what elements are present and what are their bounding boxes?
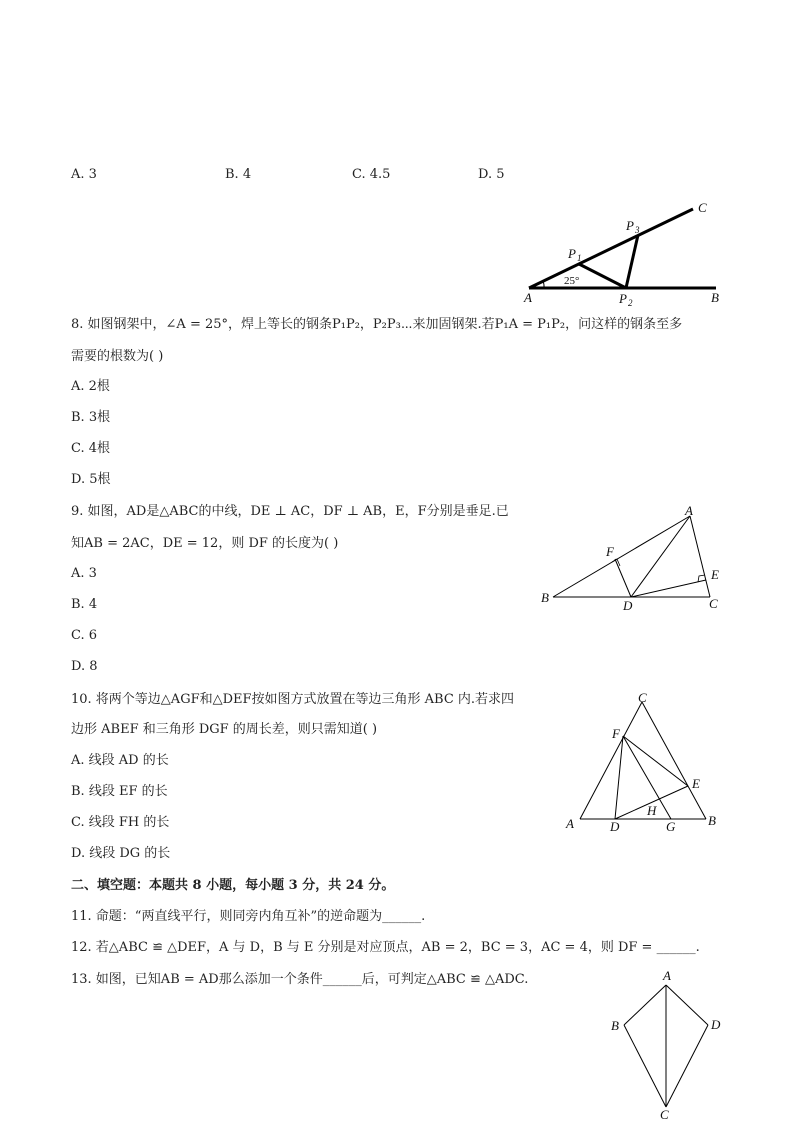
q10-label-b: B (708, 813, 716, 828)
q8-label-c: C (698, 200, 707, 215)
q10-label-h: H (647, 803, 657, 818)
q10-label-d: D (610, 819, 620, 834)
q8-steel-frame-figure (520, 195, 730, 310)
q10-option-d: D. 线段 DG 的长 (71, 846, 171, 861)
q8-label-b: B (711, 290, 719, 305)
q11-question: 11. 命题：“两直线平行，则同旁内角互补”的逆命题为______. (71, 909, 426, 924)
q9-label-e: E (711, 567, 719, 582)
q10-option-b: B. 线段 EF 的长 (71, 784, 168, 799)
q8-label-p1-sub: 1 (577, 253, 582, 263)
q10-label-a: A (566, 816, 574, 831)
q10-label-f: F (612, 726, 620, 741)
q8-label-p1: P (568, 246, 576, 261)
q9-option-a: A. 3 (71, 566, 97, 581)
q8-label-p3-sub: 3 (635, 225, 640, 235)
q9-label-a: A (685, 503, 693, 518)
q9-label-b: B (541, 590, 549, 605)
q9-triangle-figure (535, 500, 735, 620)
q8-option-b: B. 3根 (71, 410, 111, 425)
q10-question-line1: 10. 将两个等边△AGF和△DEF按如图方式放置在等边三角形 ABC 内.若求四 (71, 692, 515, 707)
q8-question-line1: 8. 如图钢架中，∠A = 25°，焊上等长的钢条P₁P₂，P₂P₃⋯来加固钢架.若P₁A = P₁P₂，问这样的钢条至多 (71, 317, 683, 332)
q13-label-d: D (711, 1017, 721, 1032)
q8-label-p3: P (626, 218, 634, 233)
q7-option-b: B. 4 (225, 167, 252, 182)
q9-label-d: D (623, 598, 633, 613)
q10-label-g: G (666, 819, 676, 834)
q9-question-line1: 9. 如图，AD是△ABC的中线，DE ⊥ AC，DF ⊥ AB，E，F分别是垂足.已 (71, 504, 509, 519)
q7-option-d: D. 5 (478, 167, 505, 182)
q7-option-c: C. 4.5 (352, 167, 391, 182)
q10-question-line2: 边形 ABEF 和三角形 DGF 的周长差，则只需知道( ) (71, 722, 378, 737)
q8-label-p2: P (619, 291, 627, 306)
q8-label-a: A (524, 290, 532, 305)
q13-question: 13. 如图，已知AB = AD那么添加一个条件______后，可判定△ABC ≌ △ADC. (71, 972, 529, 987)
q9-option-c: C. 6 (71, 628, 98, 643)
q13-label-a: A (663, 968, 671, 983)
q8-angle-label: 25° (564, 275, 580, 287)
q7-option-a: A. 3 (71, 167, 97, 182)
q8-label-p2-sub: 2 (628, 298, 633, 308)
q8-option-d: D. 5根 (71, 472, 111, 487)
q10-option-c: C. 线段 FH 的长 (71, 815, 170, 830)
q10-label-c: C (638, 690, 647, 705)
q9-question-line2: 知AB = 2AC，DE = 12，则 DF 的长度为( ) (71, 536, 339, 551)
q9-option-d: D. 8 (71, 659, 98, 674)
q9-label-c: C (709, 596, 718, 611)
q13-kite-figure (600, 965, 740, 1123)
q12-question: 12. 若△ABC ≌ △DEF，A 与 D，B 与 E 分别是对应顶点，AB = 2，BC = 3，AC = 4，则 DF = ______. (71, 940, 700, 955)
q8-question-line2: 需要的根数为( ) (71, 349, 164, 364)
q8-option-a: A. 2根 (71, 379, 110, 394)
q13-label-b: B (611, 1018, 619, 1033)
q9-option-b: B. 4 (71, 597, 98, 612)
q8-option-c: C. 4根 (71, 441, 111, 456)
section-fill-in-blank-heading: 二、填空题：本题共 8 小题，每小题 3 分，共 24 分。 (71, 878, 395, 893)
q10-label-e: E (692, 776, 700, 791)
q10-option-a: A. 线段 AD 的长 (71, 753, 169, 768)
q13-label-c: C (660, 1107, 669, 1122)
q10-equilateral-triangles-figure (560, 688, 730, 838)
q9-label-f: F (606, 544, 614, 559)
